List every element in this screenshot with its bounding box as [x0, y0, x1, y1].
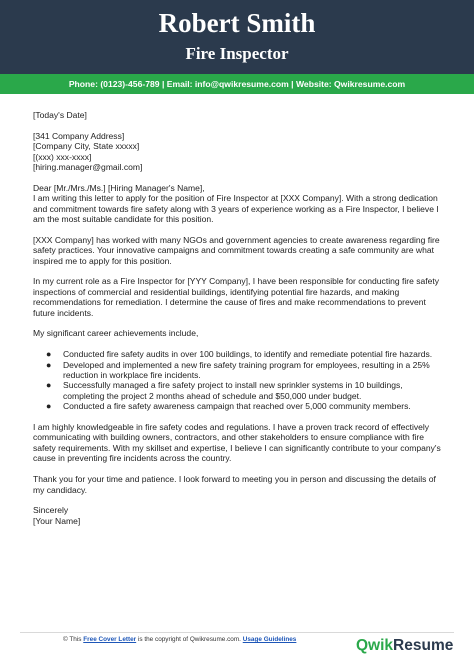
- achievement-text: Successfully managed a fire safety project to install new sprinkler systems in 10 buildings, completing the project 2 months ahead of schedule and $50,000 under budget.: [63, 380, 403, 401]
- bullet-icon: ●: [46, 349, 52, 360]
- paragraph-knowledge: I am highly knowledgeable in fire safety codes and regulations. I have a proven track record of effectively communicating with building owners, contractors, and other stakeholders to ensure compliance with fire safety requirements. With my skillset and expertise, I believe I can significantly contribute to your company's cause in preventing fire incidents across the country.: [33, 422, 441, 464]
- paragraph-current-role: In my current role as a Fire Inspector for [YYY Company], I have been responsible for conducting fire safety inspections of commercial and residential buildings, identifying potential fire hazards, and making recommendations for remediation. I determine the cause of fires and make recommendations to prevent future incidents.: [33, 276, 440, 318]
- contact-bar: Phone: (0123)-456-789 | Email: info@qwikresume.com | Website: Qwikresume.com: [0, 74, 474, 94]
- usage-guidelines-link[interactable]: Usage Guidelines: [242, 636, 297, 643]
- logo-resume: Resume: [393, 637, 454, 654]
- logo-qwik: Qwik: [356, 637, 394, 654]
- letter-body: [33, 110, 445, 526]
- list-item: [33, 349, 445, 359]
- recipient-address: [33, 131, 445, 173]
- achievements-list: [33, 349, 445, 411]
- list-item: [33, 401, 445, 411]
- job-title: Fire Inspector: [185, 44, 289, 63]
- copyright-prefix: This: [69, 636, 82, 643]
- paragraph-company: [XXX Company] has worked with many NGOs and government agencies to create awareness regarding fire safety practices. Your innovative campaigns and commitment towards creating a safe community are what inspired me to apply for this position.: [33, 234, 440, 266]
- bullet-icon: ●: [46, 380, 52, 391]
- closing: Sincerely: [33, 505, 69, 516]
- paragraph-thanks: Thank you for your time and patience. I look forward to meeting you in person and discussing the details of my candidacy.: [33, 474, 436, 495]
- copyright-note: [63, 636, 296, 643]
- achievement-text: Conducted a fire safety awareness campaign that reached over 5,000 community members.: [63, 401, 411, 412]
- letter-date: [Today's Date]: [33, 110, 87, 120]
- list-item: [33, 360, 445, 381]
- free-cover-letter-link[interactable]: Free Cover Letter: [83, 636, 137, 643]
- resume-header: [0, 0, 474, 74]
- qwikresume-logo[interactable]: [356, 637, 453, 655]
- copyright-icon: ©: [63, 636, 68, 643]
- address-line: [(xxx) xxx-xxxx]: [33, 151, 92, 162]
- achievements-intro: My significant career achievements include,: [33, 328, 199, 339]
- bullet-icon: ●: [46, 359, 52, 370]
- footer-divider: [20, 632, 454, 633]
- paragraph-intro: I am writing this letter to apply for the position of Fire Inspector at [XXX Company]. With a strong dedication and commitment towards fire safety along with 3 years of experience working as a Fire Inspector, I believe I am the most suitable candidate for this position.: [33, 193, 439, 225]
- address-line: [Company City, State xxxxx]: [33, 141, 140, 152]
- achievement-text: Conducted fire safety audits in over 100 buildings, to identify and remediate potential fire hazards.: [63, 349, 433, 360]
- copyright-middle: is the copyright of Qwikresume.com.: [137, 636, 241, 643]
- salutation: Dear [Mr./Mrs./Ms.] [Hiring Manager's Name],: [33, 182, 205, 193]
- signature: [Your Name]: [33, 515, 81, 526]
- address-line: [341 Company Address]: [33, 130, 125, 141]
- bullet-icon: ●: [46, 401, 52, 412]
- list-item: [33, 380, 445, 401]
- applicant-name: Robert Smith: [158, 8, 316, 38]
- achievement-text: Developed and implemented a new fire safety training program for employees, resulting in a 25% reduction in workplace fire incidents.: [63, 359, 430, 381]
- address-line: [hiring.manager@gmail.com]: [33, 162, 143, 173]
- page-footer: [0, 628, 474, 670]
